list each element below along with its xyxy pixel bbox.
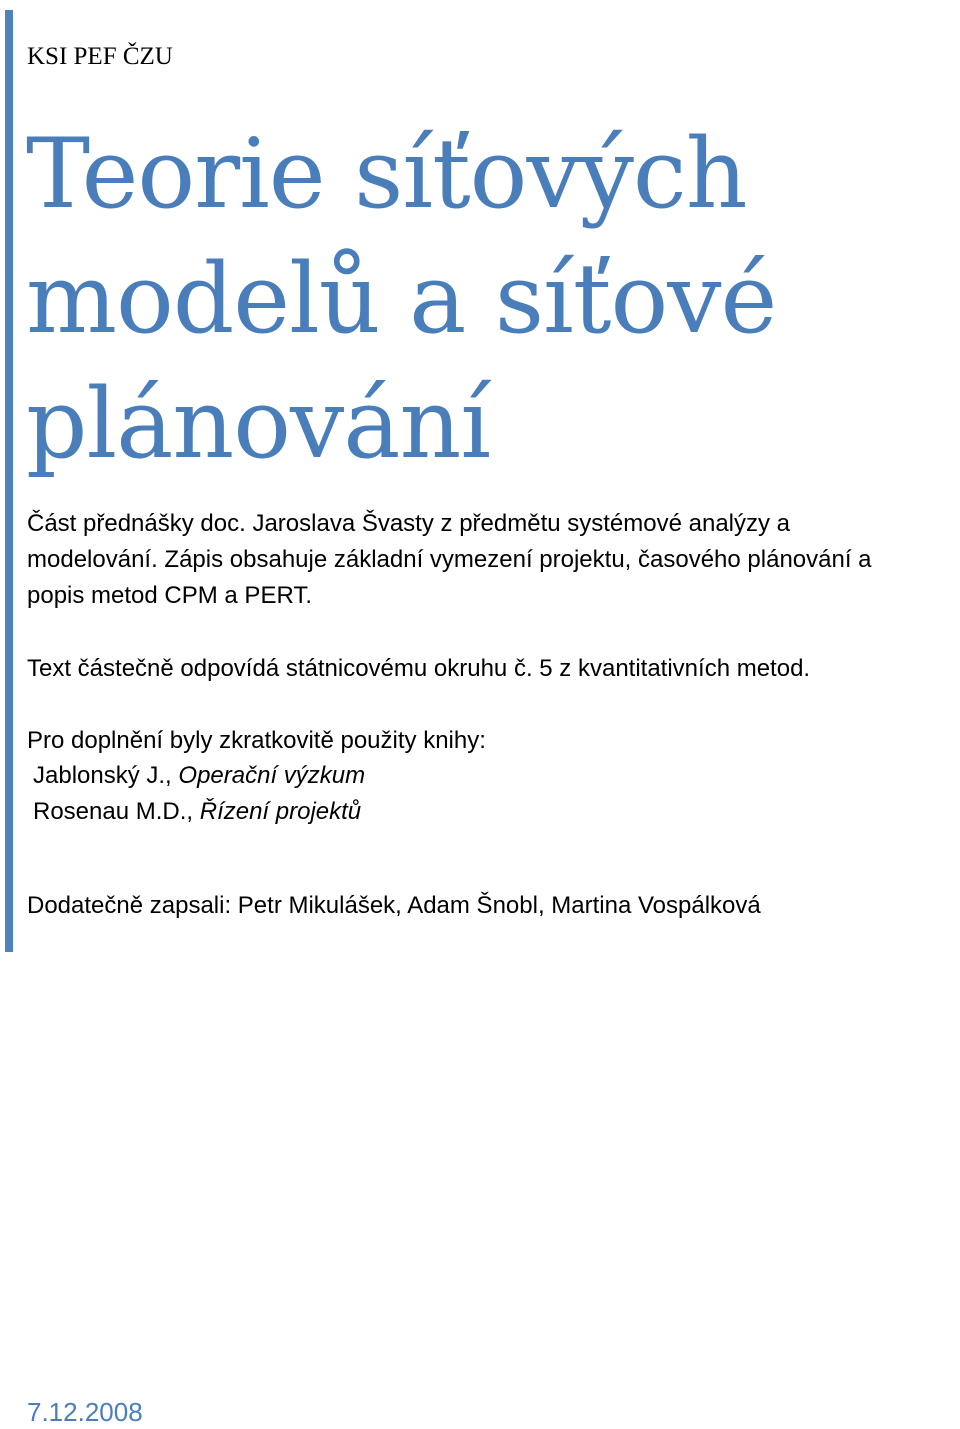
description-line: modelování. Zápis obsahuje základní vymezení projektu, časového plánování a [27,546,872,573]
writers-line: Dodatečně zapsali: Petr Mikulášek, Adam Šnobl, Martina Vospálková [27,892,761,919]
books-intro: Pro doplnění byly zkratkovitě použity knihy: [27,727,486,754]
book-title: Řízení projektů [199,798,362,825]
book-reference [33,794,361,830]
description-line: popis metod CPM a PERT. [27,582,313,609]
exam-note: Text částečně odpovídá státnicovému okruhu č. 5 z kvantitativních metod. [27,655,811,682]
organization-label: KSI PEF ČZU [27,43,173,70]
title-line: plánování [26,368,491,480]
title-line: Teorie síťových [26,118,747,230]
description-line: Část přednášky doc. Jaroslava Švasty z předmětu systémové analýzy a [27,510,791,537]
book-title: Operační výzkum [178,762,366,789]
document-title [26,112,776,487]
book-author: Rosenau M.D., [33,798,200,825]
book-reference [33,758,365,794]
document-date: 7.12.2008 [27,1397,143,1427]
description-paragraph [27,506,872,614]
title-line: modelů a síťové [26,243,777,355]
accent-bar [5,10,13,952]
book-author: Jablonský J., [33,762,179,789]
